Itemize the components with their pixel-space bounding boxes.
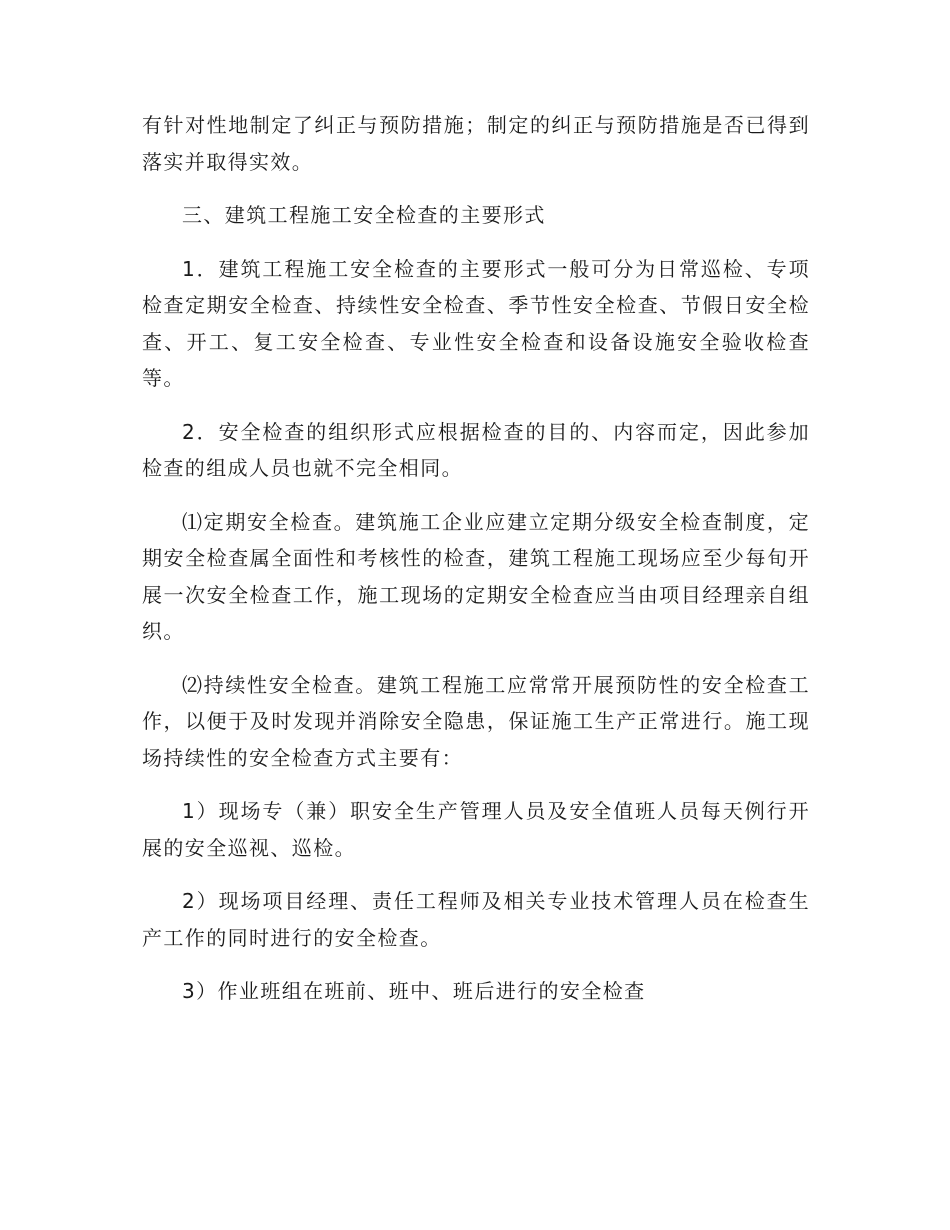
paragraph-continuation: 有针对性地制定了纠正与预防措施；制定的纠正与预防措施是否已得到落实并取得实效。	[142, 113, 810, 174]
section-heading: 三、建筑工程施工安全检查的主要形式	[182, 203, 546, 227]
paragraph-item-1: 1．建筑工程施工安全检查的主要形式一般可分为日常巡检、专项检查定期安全检查、持续性安全检查、季节性安全检查、节假日安全检查、开工、复工安全检查、专业性安全检查和设备设施安全验收检查等。	[142, 256, 810, 390]
paragraph-continuous-inspection: ⑵持续性安全检查。建筑工程施工应常常开展预防性的安全检查工作，以便于及时发现并消除安全隐患，保证施工生产正常进行。施工现场持续性的安全检查方式主要有：	[142, 672, 810, 770]
list-item-2: 2）现场项目经理、责任工程师及相关专业技术管理人员在检查生产工作的同时进行的安全检查。	[142, 889, 810, 950]
document-body	[142, 107, 810, 1010]
paragraph-item-2: 2．安全检查的组织形式应根据检查的目的、内容而定，因此参加检查的组成人员也就不完全相同。	[142, 419, 810, 480]
list-item-1: 1）现场专（兼）职安全生产管理人员及安全值班人员每天例行开展的安全巡视、巡检。	[142, 799, 810, 860]
list-item-3: 3）作业班组在班前、班中、班后进行的安全检查	[182, 979, 646, 1003]
paragraph-periodic-inspection: ⑴定期安全检查。建筑施工企业应建立定期分级安全检查制度，定期安全检查属全面性和考核性的检查，建筑工程施工现场应至少每旬开展一次安全检查工作，施工现场的定期安全检查应当由项目经理亲自组织。	[142, 509, 810, 643]
